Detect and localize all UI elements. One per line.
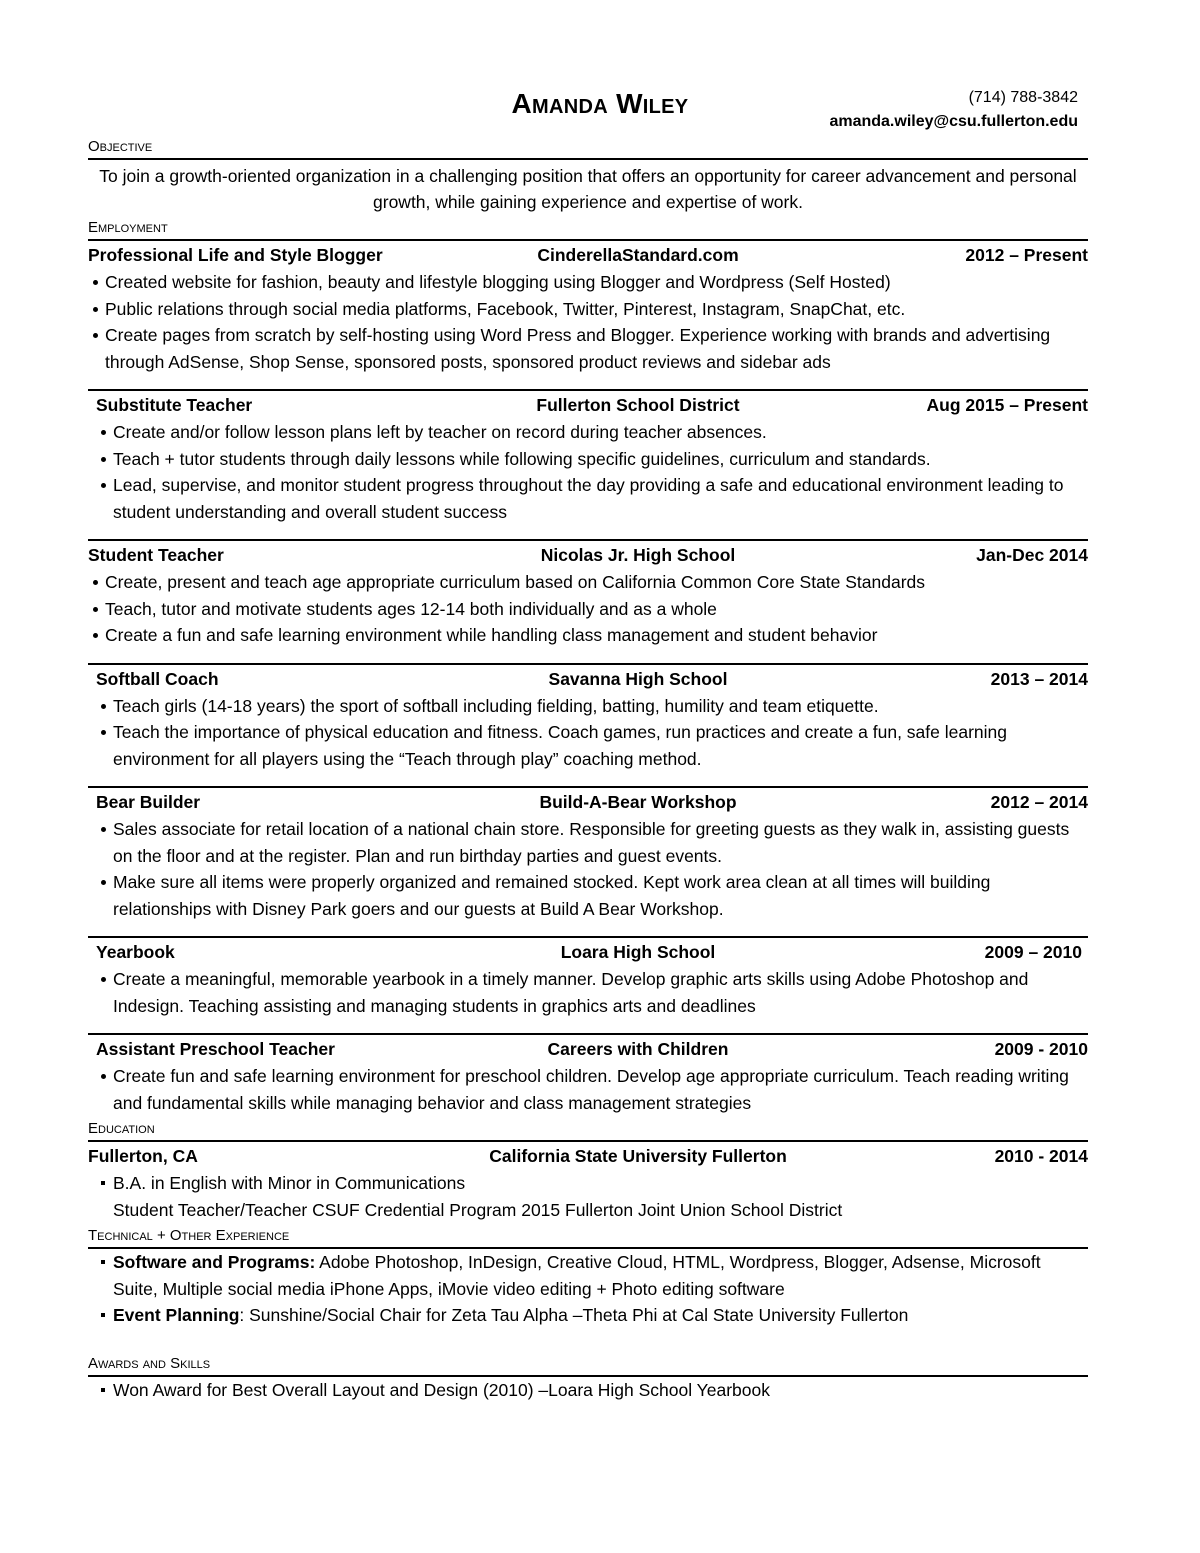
- job-entry: [88, 665, 1088, 787]
- job-organization: Loara High School: [560, 942, 716, 962]
- job-bullets: [88, 693, 1088, 773]
- resume-content: [88, 134, 1088, 1403]
- list-item: Create and/or follow lesson plans left by teacher on record during teacher absences.: [96, 419, 1088, 446]
- list-item: Lead, supervise, and monitor student progress throughout the day providing a safe and educational environment leading to student understanding and overall student success: [96, 472, 1088, 525]
- employment-heading: Employment: [88, 217, 1088, 241]
- email-address: amanda.wiley@csu.fullerton.edu: [829, 113, 1078, 130]
- item-text: : Sunshine/Social Chair for Zeta Tau Alpha –Theta Phi at Cal State University Fullerton: [239, 1305, 909, 1325]
- job-organization: Nicolas Jr. High School: [540, 545, 736, 565]
- job-entry: [88, 788, 1088, 936]
- list-item: Create, present and teach age appropriate curriculum based on California Common Core State Standards: [88, 569, 1088, 596]
- job-dates: Aug 2015 – Present: [926, 395, 1088, 415]
- job-title: Student Teacher: [88, 545, 224, 565]
- education-row: [88, 1142, 1088, 1170]
- list-item: Teach girls (14-18 years) the sport of softball including fielding, batting, humility and team etiquette.: [96, 693, 1088, 720]
- job-entry: [88, 541, 1088, 663]
- education-bullets: [88, 1170, 1088, 1197]
- job-bullets: [88, 269, 1088, 375]
- education-extra: Student Teacher/Teacher CSUF Credential Program 2015 Fullerton Joint Union School District: [113, 1199, 843, 1220]
- job-dates: 2013 – 2014: [990, 668, 1088, 689]
- technical-list: [88, 1249, 1088, 1351]
- job-dates: Jan-Dec 2014: [976, 545, 1088, 565]
- item-label: Software and Programs:: [113, 1252, 316, 1272]
- job-dates: 2012 – 2014: [990, 792, 1088, 812]
- job-title: Substitute Teacher: [96, 395, 253, 415]
- job-entry: [88, 241, 1088, 389]
- list-item: Teach the importance of physical education and fitness. Coach games, run practices and create a fun, safe learning environment for all players using the “Teach through play” coaching method.: [96, 719, 1088, 772]
- job-dates: 2012 – Present: [965, 245, 1088, 265]
- objective-heading: Objective: [88, 136, 1088, 160]
- technical-heading: Technical + Other Experience: [88, 1225, 1088, 1249]
- list-item: Created website for fashion, beauty and lifestyle blogging using Blogger and Wordpress (Self Hosted): [88, 269, 1088, 296]
- item-label: Event Planning: [113, 1305, 240, 1325]
- job-dates: 2009 - 2010: [994, 1039, 1088, 1059]
- list-item: Teach + tutor students through daily lessons while following specific guidelines, curriculum and standards.: [96, 446, 1088, 473]
- contact-block: [829, 86, 1078, 134]
- job-title: Yearbook: [96, 942, 175, 962]
- job-title: Bear Builder: [96, 792, 201, 812]
- job-organization: Fullerton School District: [536, 395, 740, 415]
- job-title: Softball Coach: [96, 668, 219, 689]
- list-item: B.A. in English with Minor in Communications: [96, 1170, 1088, 1197]
- education-dates: 2010 - 2014: [994, 1146, 1088, 1166]
- list-item: Teach, tutor and motivate students ages 12-14 both individually and as a whole: [88, 596, 1088, 623]
- job-organization: CinderellaStandard.com: [537, 245, 739, 265]
- education-school: California State University Fullerton: [489, 1146, 787, 1166]
- list-item: Create a fun and safe learning environment while handling class management and student behavior: [88, 622, 1088, 649]
- list-item: [96, 1302, 1088, 1329]
- list-item: Public relations through social media platforms, Facebook, Twitter, Pinterest, Instagram, SnapChat, etc.: [88, 296, 1088, 323]
- job-title: Professional Life and Style Blogger: [88, 245, 383, 265]
- job-entry: [88, 391, 1088, 539]
- list-item: Sales associate for retail location of a national chain store. Responsible for greeting guests as they walk in, assisting guests on the floor and at the register. Plan and run birthday parties and guest events.: [96, 816, 1088, 869]
- item-text: Adobe Photoshop, InDesign, Creative Cloud, HTML, Wordpress, Blogger, Adsense, Microsoft Suite, Multiple social media iPhone Apps, iMovie video editing + Photo editing software: [113, 1252, 1041, 1299]
- job-dates: 2009 – 2010: [984, 942, 1082, 962]
- list-item: Won Award for Best Overall Layout and Design (2010) –Loara High School Yearbook: [96, 1377, 1088, 1404]
- job-organization: Build-A-Bear Workshop: [539, 792, 737, 812]
- objective-text: To join a growth-oriented organization in a challenging position that offers an opportunity for career advancement and personal growth, while gaining experience and expertise of work.: [99, 166, 1077, 212]
- job-bullets: [88, 966, 1088, 1019]
- education-heading: Education: [88, 1118, 1088, 1142]
- list-item: Create a meaningful, memorable yearbook in a timely manner. Develop graphic arts skills using Adobe Photoshop and Indesign. Teaching assisting and managing students in graphics arts and deadlines: [96, 966, 1088, 1019]
- job-bullets: [88, 419, 1088, 525]
- job-bullets: [88, 1063, 1088, 1116]
- job-bullets: [88, 816, 1088, 922]
- list-item: Make sure all items were properly organized and remained stocked. Kept work area clean at all times will building relationships with Disney Park goers and our guests at Build A Bear Workshop.: [96, 869, 1088, 922]
- job-entry: [88, 938, 1088, 1033]
- applicant-name: Amanda Wiley: [511, 88, 689, 119]
- awards-list: [88, 1377, 1088, 1404]
- job-entry: [88, 1035, 1088, 1116]
- list-item: Create fun and safe learning environment for preschool children. Develop age appropriate curriculum. Teach reading writing and fundamental skills while managing behavior and class management strategies: [96, 1063, 1088, 1116]
- awards-heading: Awards and Skills: [88, 1353, 1088, 1377]
- job-organization: Careers with Children: [547, 1039, 729, 1059]
- job-organization: Savanna High School: [548, 668, 728, 689]
- job-title: Assistant Preschool Teacher: [96, 1039, 335, 1059]
- education-location: Fullerton, CA: [88, 1146, 198, 1166]
- list-item: [96, 1249, 1088, 1302]
- list-item: Create pages from scratch by self-hosting using Word Press and Blogger. Experience working with brands and advertising through AdSense, Shop Sense, sponsored posts, sponsored product reviews and sidebar ads: [88, 322, 1088, 375]
- job-bullets: [88, 569, 1088, 649]
- phone-number: (714) 788-3842: [968, 89, 1078, 106]
